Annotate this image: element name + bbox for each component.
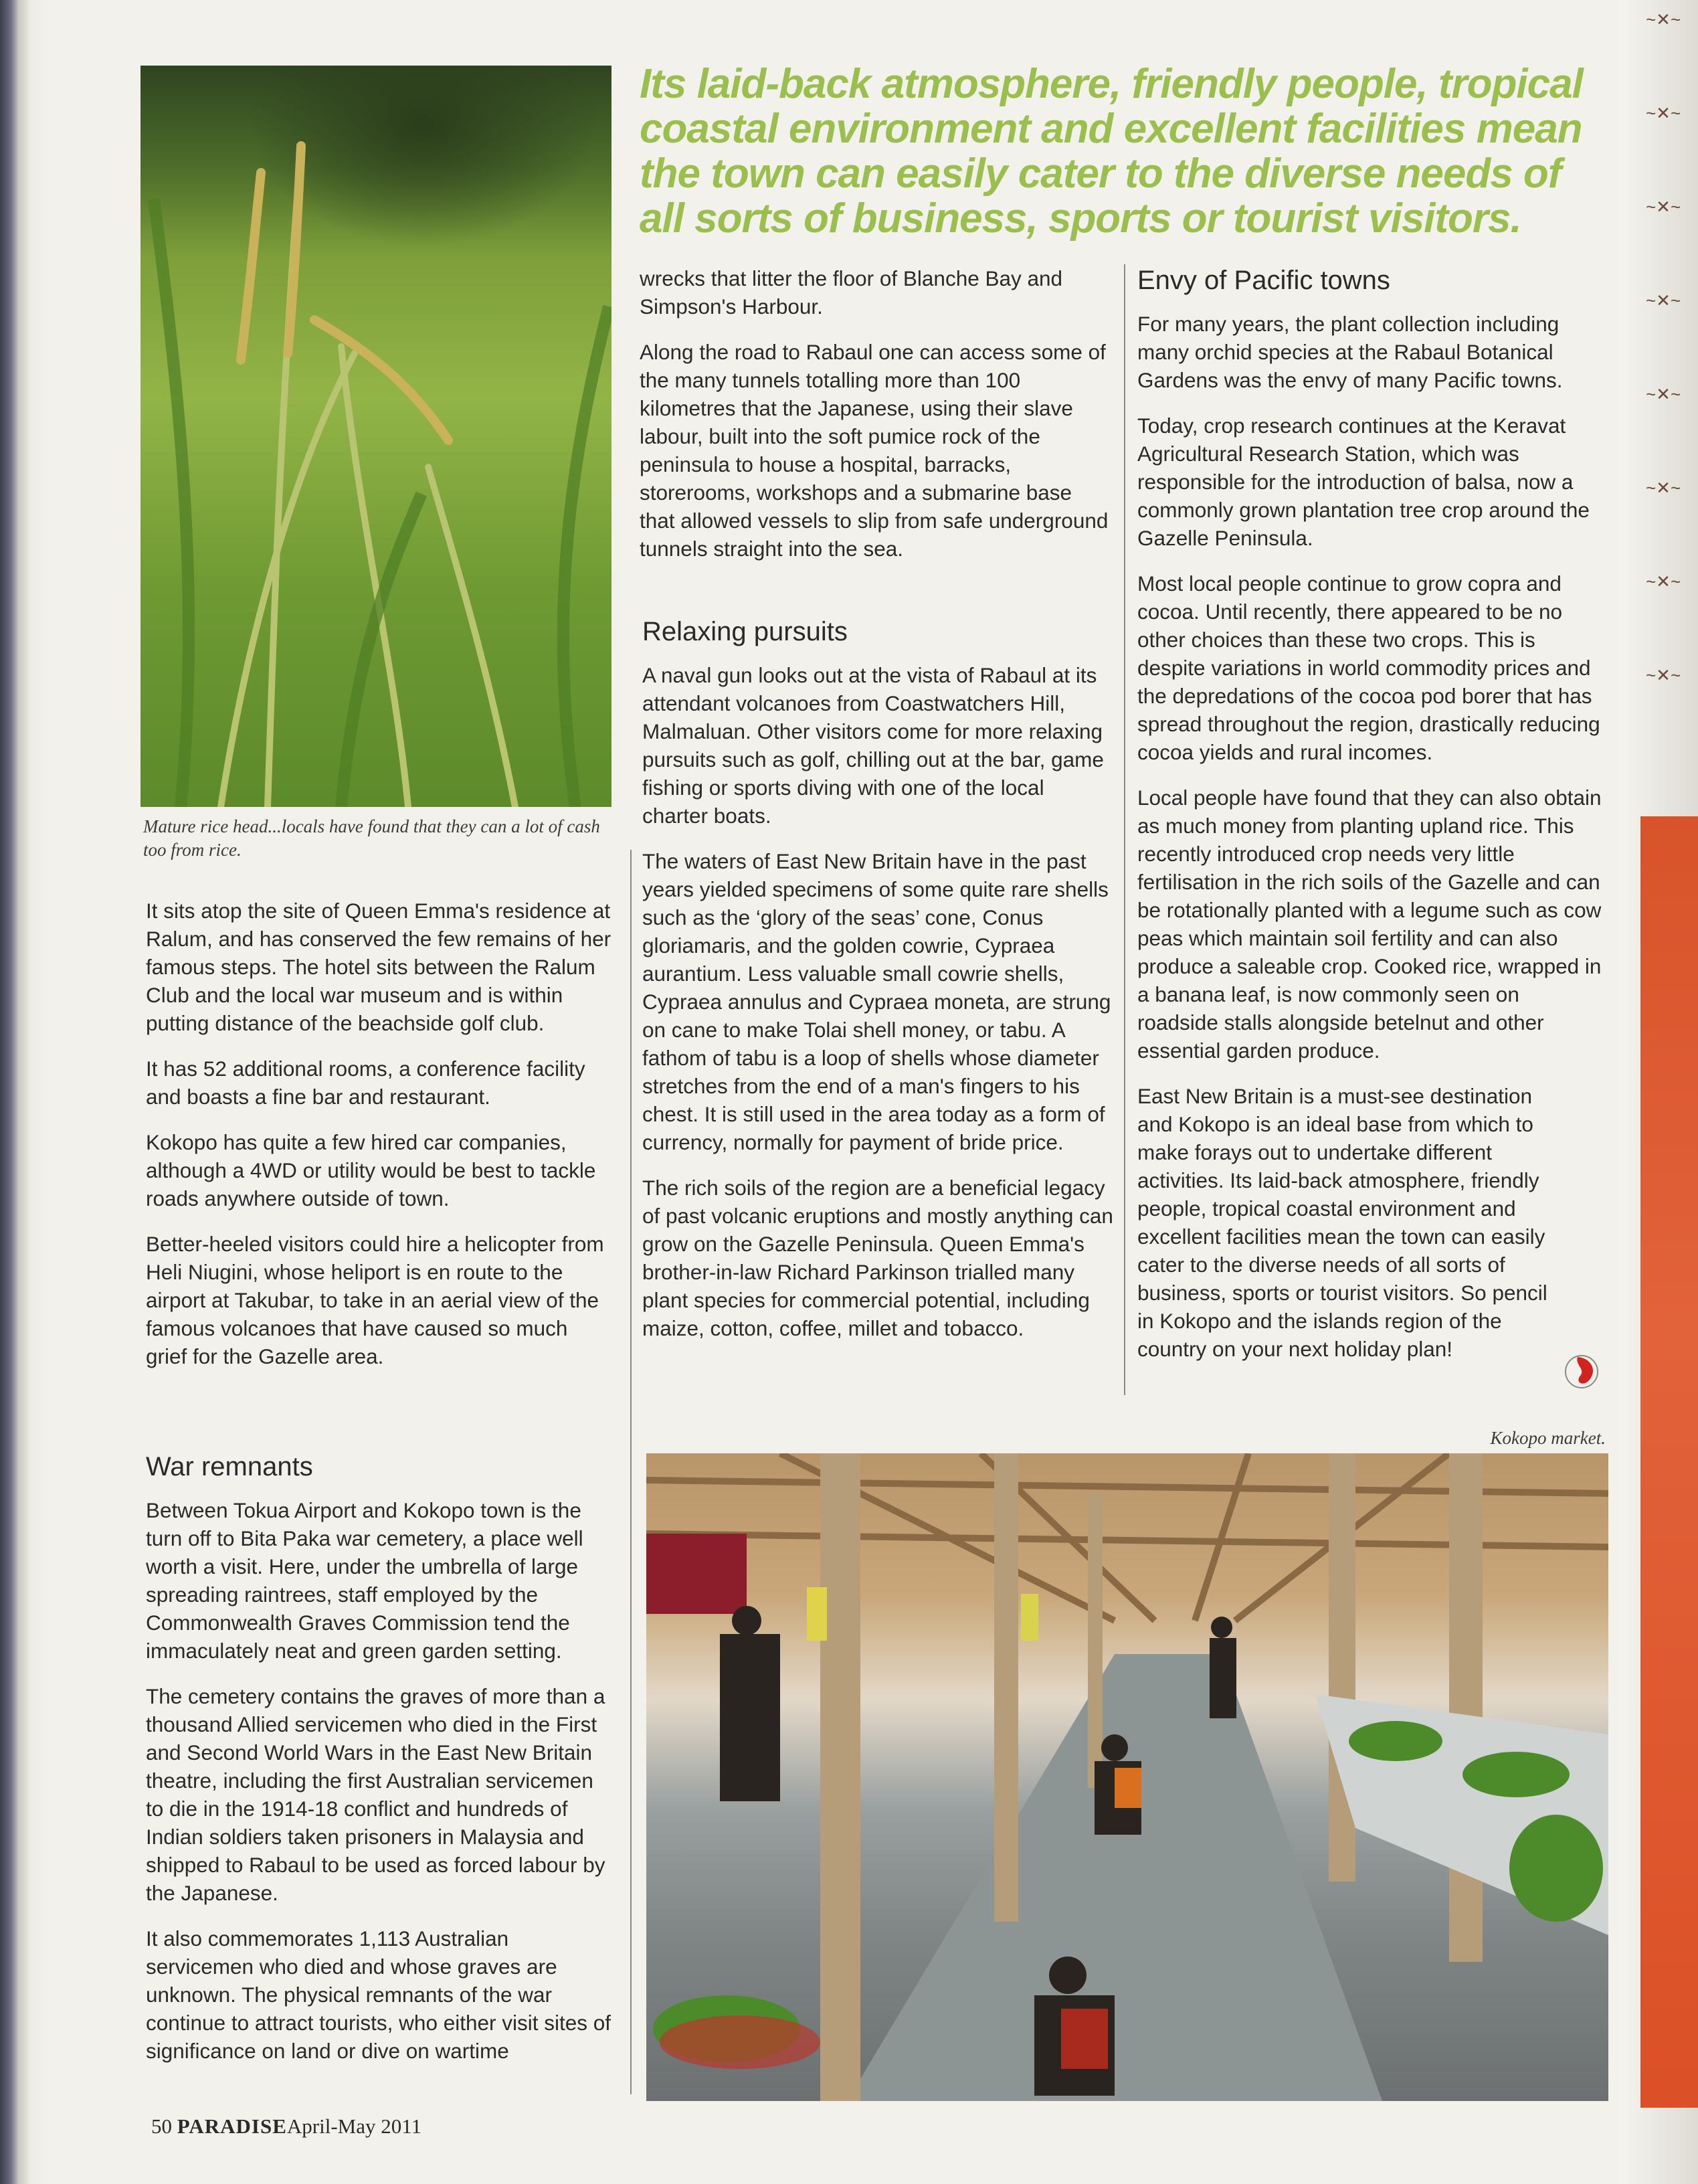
paragraph: Better-heeled visitors could hire a helicopter from Heli Niugini, whose heliport is en route to the airport at Takubar, to take in an aerial view of the famous volcanoes that have caused so much grief for the Gazelle area. <box>146 1232 604 1368</box>
kokopo-market-photo <box>646 1453 1608 2101</box>
paragraph: Today, crop research continues at the Keravat Agricultural Research Station, which was responsible for the introduction of balsa, now a commonly grown plantation tree crop around the Gazelle Peninsula. <box>1137 414 1590 550</box>
rice-photo <box>140 66 611 807</box>
column-2 <box>640 264 1111 580</box>
paragraph: It also commemorates 1,113 Australian servicemen who died and whose graves are unknown. The physical remnants of the war continue to attract tourists, who either visit sites of significance on land or dive on wartime <box>146 1926 611 2063</box>
paragraph: It has 52 additional rooms, a conference facility and boasts a fine bar and restaurant. <box>146 1057 585 1109</box>
paragraph: Local people have found that they can also obtain as much money from planting upland rice. This recently introduced crop needs very little fertilisation in the rich soils of the Gazelle and can be rotationally planted with a legume such as cow peas which maintain soil fertility and can also produce a saleable crop. Cooked rice, wrapped in a banana leaf, is now commonly seen on roadside stalls alongside betelnut and other essential garden produce. <box>1137 786 1602 1063</box>
rice-photo-caption: Mature rice head...locals have found that they can a lot of cash too from rice. <box>143 816 600 860</box>
market-photo-caption: Kokopo market. <box>1490 1428 1606 1448</box>
paragraph: Along the road to Rabaul one can access some of the many tunnels totalling more than 100 kilometres that the Japanese, using their slave labour, built into the soft pumice rock of the peninsula to house a hospital, barracks, storerooms, workshops and a submarine base that allowed vessels to slip from safe underground tunnels straight into the sea. <box>640 340 1109 561</box>
column-rule <box>1124 264 1125 1395</box>
paragraph: It sits atop the site of Queen Emma's residence at Ralum, and has conserved the few remains of her famous steps. The hotel sits between the Ralum Club and the local war museum and is within putting distance of the beachside golf club. <box>146 899 611 1035</box>
insect-illustration: ~✕~ <box>1646 9 1681 29</box>
paragraph: The rich soils of the region are a beneficial legacy of past volcanic eruptions and mostly anything can grow on the Gazelle Peninsula. Queen Emma's brother-in-law Richard Parkinson trialled many plant species for commercial potential, including maize, cotton, coffee, millet and tobacco. <box>642 1176 1113 1340</box>
column-2-relaxing <box>642 616 1114 1360</box>
insect-illustration: ~✕~ <box>1646 571 1681 592</box>
bird-of-paradise-logo-icon <box>1563 1352 1600 1389</box>
binding-edge <box>0 0 47 2184</box>
pull-quote: Its laid-back atmosphere, friendly people, tropical coastal environment and excellent facilities mean the town can easily cater to the diverse needs of all sorts of business, sports or tourist visitors. <box>640 61 1583 242</box>
insect-illustration: ~✕~ <box>1646 290 1681 310</box>
insect-illustration: ~✕~ <box>1646 478 1681 498</box>
column-1-war-section <box>146 1451 614 2082</box>
section-heading-envy-of-pacific-towns: Envy of Pacific towns <box>1137 266 1390 295</box>
issue-date: April-May 2011 <box>286 2114 422 2138</box>
column-rule <box>630 850 632 2094</box>
section-heading-relaxing-pursuits: Relaxing pursuits <box>642 617 848 646</box>
rice-plant-illustration <box>140 66 611 807</box>
paragraph: Kokopo has quite a few hired car companies, although a 4WD or utility would be best to tackle roads anywhere outside of town. <box>146 1130 596 1210</box>
paragraph: For many years, the plant collection including many orchid species at the Rabaul Botanical Gardens was the envy of many Pacific towns. <box>1137 312 1563 392</box>
column-3 <box>1137 264 1606 1380</box>
paragraph: The cemetery contains the graves of more than a thousand Allied servicemen who died in the First and Second World Wars in the East New Britain theatre, including the first Australian servicemen to die in the 1914-18 conflict and hundreds of Indian soldiers taken prisoners in Malaysia and shipped to Rabaul to be used as forced labour by the Japanese. <box>146 1684 605 1905</box>
paragraph: Between Tokua Airport and Kokopo town is the turn off to Bita Paka war cemetery, a place well worth a visit. Here, under the umbrella of large spreading raintrees, staff employed by the Commonwealth Graves Commission tend the immaculately neat and green garden setting. <box>146 1498 583 1663</box>
page-footer <box>151 2114 421 2138</box>
insect-illustration: ~✕~ <box>1646 103 1681 123</box>
page-number: 50 <box>151 2114 172 2138</box>
section-heading-war-remnants: War remnants <box>146 1452 313 1481</box>
insect-illustration: ~✕~ <box>1646 665 1681 685</box>
paragraph: wrecks that litter the floor of Blanche Bay and Simpson's Harbour. <box>640 266 1063 318</box>
column-1 <box>146 897 614 1388</box>
magazine-name: PARADISE <box>177 2114 287 2138</box>
paragraph: Most local people continue to grow copra and cocoa. Until recently, there appeared to be no other choices than these two crops. This is despite variations in world commodity prices and the depredations of the cocoa pod borer that has spread throughout the region, drastically reducing cocoa yields and rural incomes. <box>1137 571 1600 764</box>
paragraph: The waters of East New Britain have in the past years yielded specimens of some quite rare shells such as the ‘glory of the seas’ cone, Conus gloriamaris, and the golden cowrie, Cypraea aurantium. Less valuable small cowrie shells, Cypraea annulus and Cypraea moneta, are strung on cane to make Tolai shell money, or tabu. A fathom of tabu is a loop of shells whose diameter stretches from the end of a man's fingers to his chest. It is still used in the area today as a form of currency, normally for payment of bride price. <box>642 849 1111 1154</box>
market-scene-illustration <box>646 1453 1608 2101</box>
paragraph: A naval gun looks out at the vista of Rabaul at its attendant volcanoes from Coastwatchers Hill, Malmaluan. Other visitors come for more relaxing pursuits such as golf, chilling out at the bar, game fishing or sports diving with one of the local charter boats. <box>642 663 1104 828</box>
insect-illustration: ~✕~ <box>1646 197 1681 217</box>
paragraph: East New Britain is a must-see destination and Kokopo is an ideal base from which to make forays out to undertake different activities. Its laid-back atmosphere, friendly people, tropical coastal environment and excellent facilities mean the town can easily cater to the diverse needs of all sorts of business, sports or tourist visitors. So pencil in Kokopo and the islands region of the country on your next holiday plan! <box>1137 1084 1547 1361</box>
next-page-orange-band <box>1640 816 1698 2108</box>
insect-illustration: ~✕~ <box>1646 384 1681 404</box>
